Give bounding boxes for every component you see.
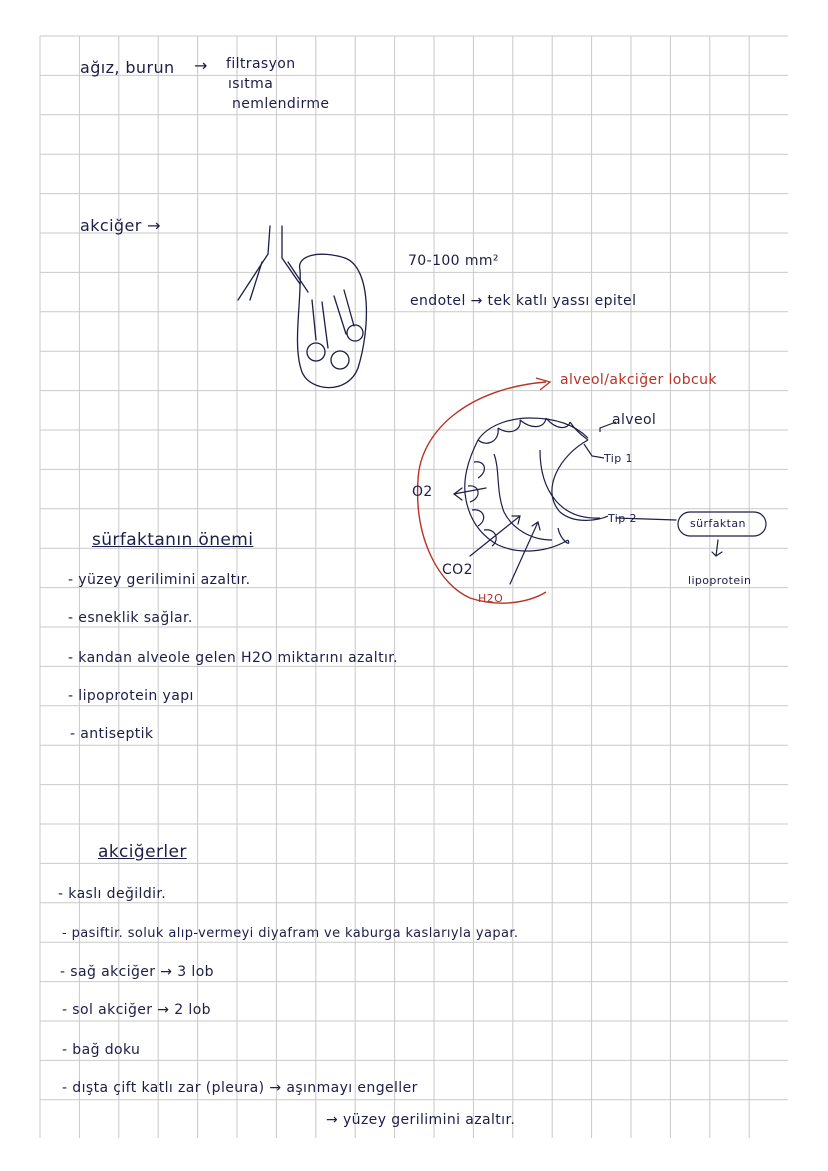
function-heating: ısıtma (228, 76, 274, 92)
mouth-nose-heading: ağız, burun (80, 58, 175, 77)
lungs-item-6: - dışta çift katlı zar (pleura) → aşınmayı engeller (62, 1080, 418, 1096)
lungs-title: akciğerler (98, 842, 187, 862)
lipoprotein-label: lipoprotein (688, 574, 752, 587)
type2-label: Tip 2 (608, 512, 637, 525)
surfactant-item-5: - antiseptik (70, 726, 154, 742)
surfactant-item-3: - kandan alveole gelen H2O miktarını azaltır. (68, 650, 398, 666)
carbon-dioxide-label: CO2 (442, 562, 473, 578)
oxygen-label: O2 (412, 484, 433, 500)
lungs-item-4: - sol akciğer → 2 lob (62, 1002, 211, 1018)
lungs-extra: → yüzey gerilimini azaltır. (326, 1112, 516, 1128)
alveol-label: alveol (612, 412, 657, 428)
alveol-lobule-label: alveol/akciğer lobcuk (560, 372, 717, 388)
surfactant-label: sürfaktan (690, 517, 746, 530)
lungs-item-5: - bağ doku (62, 1042, 141, 1058)
endothelium-note: endotel → tek katlı yassı epitel (410, 293, 637, 309)
lung-heading: akciğer → (80, 216, 161, 235)
surfactant-item-1: - yüzey gerilimini azaltır. (68, 572, 251, 588)
arrow-icon: → (194, 56, 208, 75)
surfactant-item-4: - lipoprotein yapı (68, 688, 194, 704)
lungs-item-3: - sağ akciğer → 3 lob (60, 964, 214, 980)
surfactant-item-2: - esneklik sağlar. (68, 610, 193, 626)
lungs-item-2: - pasiftir. soluk alıp-vermeyi diyafram ve kaburga kaslarıyla yapar. (62, 926, 519, 941)
function-filtration: filtrasyon (226, 56, 296, 72)
lungs-item-1: - kaslı değildir. (58, 886, 167, 902)
type1-label: Tip 1 (604, 452, 633, 465)
function-humidifying: nemlendirme (232, 96, 330, 112)
water-label: H2O (478, 592, 504, 605)
surfactant-importance-title: sürfaktanın önemi (92, 530, 254, 550)
alveoli-area: 70-100 mm² (408, 253, 499, 269)
